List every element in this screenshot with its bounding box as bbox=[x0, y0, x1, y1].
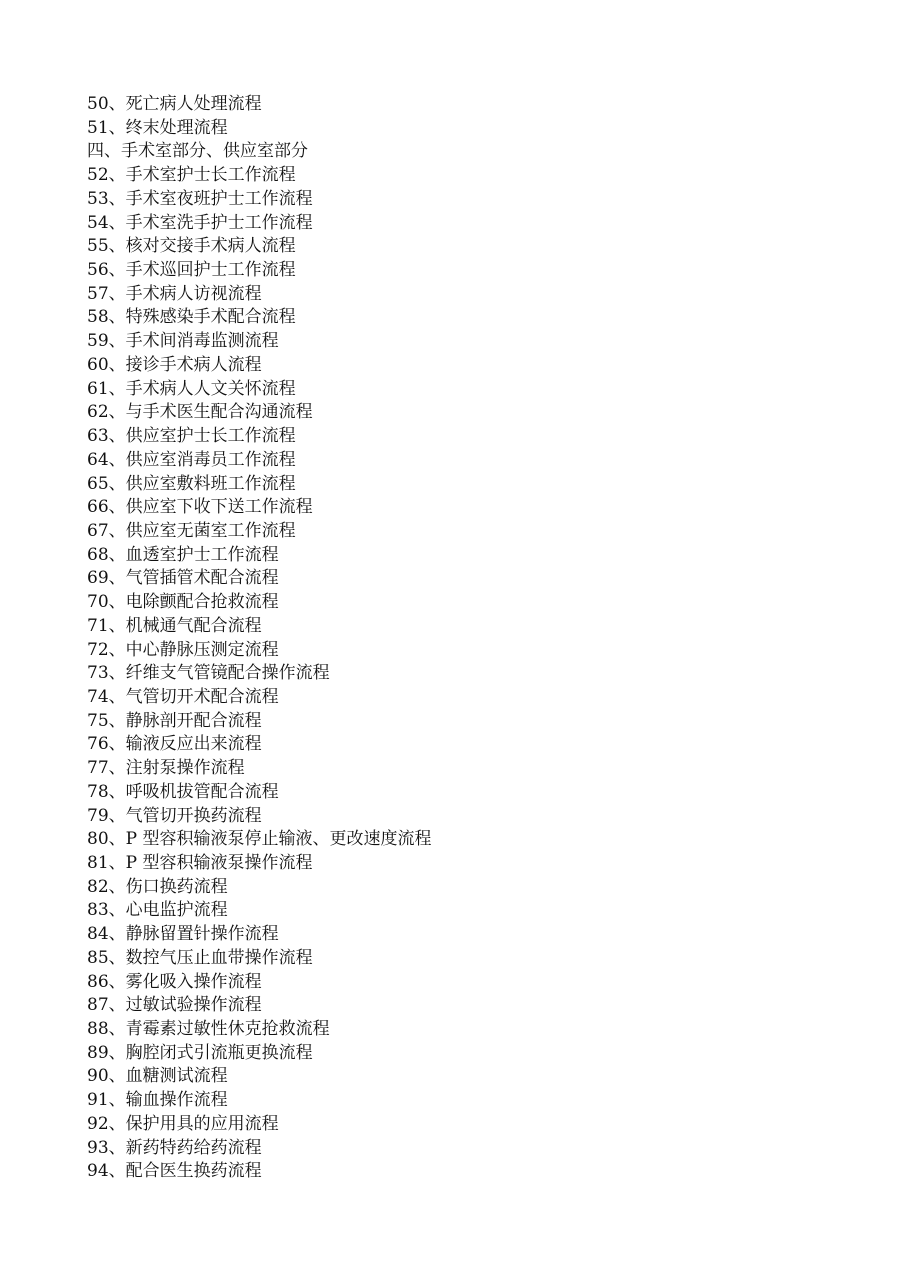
list-item: 84、静脉留置针操作流程 bbox=[87, 924, 279, 945]
list-item: 54、手术室洗手护士工作流程 bbox=[87, 212, 313, 233]
list-item: 89、胸腔闭式引流瓶更换流程 bbox=[87, 1042, 313, 1063]
list-item: 58、特殊感染手术配合流程 bbox=[87, 307, 296, 328]
list-item: 63、供应室护士长工作流程 bbox=[87, 426, 296, 447]
list-item: 50、死亡病人处理流程 bbox=[87, 94, 262, 114]
list-item: 71、机械通气配合流程 bbox=[87, 615, 262, 636]
list-item: 82、伤口换药流程 bbox=[87, 876, 228, 897]
list-item: 91、输血操作流程 bbox=[87, 1090, 228, 1111]
list-item: 55、核对交接手术病人流程 bbox=[87, 236, 296, 257]
list-item: 51、终末处理流程 bbox=[87, 117, 228, 138]
list-item: 72、中心静脉压测定流程 bbox=[87, 639, 279, 660]
list-item: 77、注射泵操作流程 bbox=[87, 758, 245, 779]
list-item: 86、雾化吸入操作流程 bbox=[87, 971, 262, 992]
list-item: 70、电除颤配合抢救流程 bbox=[87, 592, 279, 613]
list-item: 74、气管切开术配合流程 bbox=[87, 686, 279, 707]
list-item: 76、输液反应出来流程 bbox=[87, 734, 262, 755]
list-item: 94、配合医生换药流程 bbox=[87, 1161, 262, 1182]
list-item: 78、呼吸机拔管配合流程 bbox=[87, 781, 279, 802]
procedure-list bbox=[87, 93, 431, 1184]
list-item: 87、过敏试验操作流程 bbox=[87, 995, 262, 1016]
list-item: 73、纤维支气管镜配合操作流程 bbox=[87, 663, 330, 684]
list-item: 68、血透室护士工作流程 bbox=[87, 544, 279, 565]
list-item: 92、保护用具的应用流程 bbox=[87, 1113, 279, 1134]
list-item: 88、青霉素过敏性休克抢救流程 bbox=[87, 1019, 330, 1040]
list-item: 57、手术病人访视流程 bbox=[87, 283, 262, 304]
list-item: 93、新药特药给药流程 bbox=[87, 1137, 262, 1158]
list-item: 80、P 型容积输液泵停止输液、更改速度流程 bbox=[87, 829, 432, 850]
list-item: 81、P 型容积输液泵操作流程 bbox=[87, 853, 313, 873]
list-item: 65、供应室敷料班工作流程 bbox=[87, 473, 296, 494]
list-item: 64、供应室消毒员工作流程 bbox=[87, 449, 296, 470]
list-item: 62、与手术医生配合沟通流程 bbox=[87, 402, 313, 423]
list-item: 75、静脉剖开配合流程 bbox=[87, 710, 262, 731]
list-item: 79、气管切开换药流程 bbox=[87, 805, 262, 826]
list-item: 83、心电监护流程 bbox=[87, 900, 228, 921]
list-item: 60、接诊手术病人流程 bbox=[87, 354, 262, 375]
list-item: 61、手术病人人文关怀流程 bbox=[87, 378, 296, 399]
list-item: 90、血糖测试流程 bbox=[87, 1066, 228, 1087]
list-item: 56、手术巡回护士工作流程 bbox=[87, 260, 296, 281]
list-item: 69、气管插管术配合流程 bbox=[87, 568, 279, 589]
list-item: 53、手术室夜班护士工作流程 bbox=[87, 188, 313, 209]
list-item: 67、供应室无菌室工作流程 bbox=[87, 520, 296, 541]
list-item: 59、手术间消毒监测流程 bbox=[87, 331, 279, 352]
list-item: 52、手术室护士长工作流程 bbox=[87, 165, 296, 186]
section-heading: 四、手术室部分、供应室部分 bbox=[87, 141, 308, 162]
list-item: 85、数控气压止血带操作流程 bbox=[87, 947, 313, 968]
list-item: 66、供应室下收下送工作流程 bbox=[87, 497, 313, 518]
